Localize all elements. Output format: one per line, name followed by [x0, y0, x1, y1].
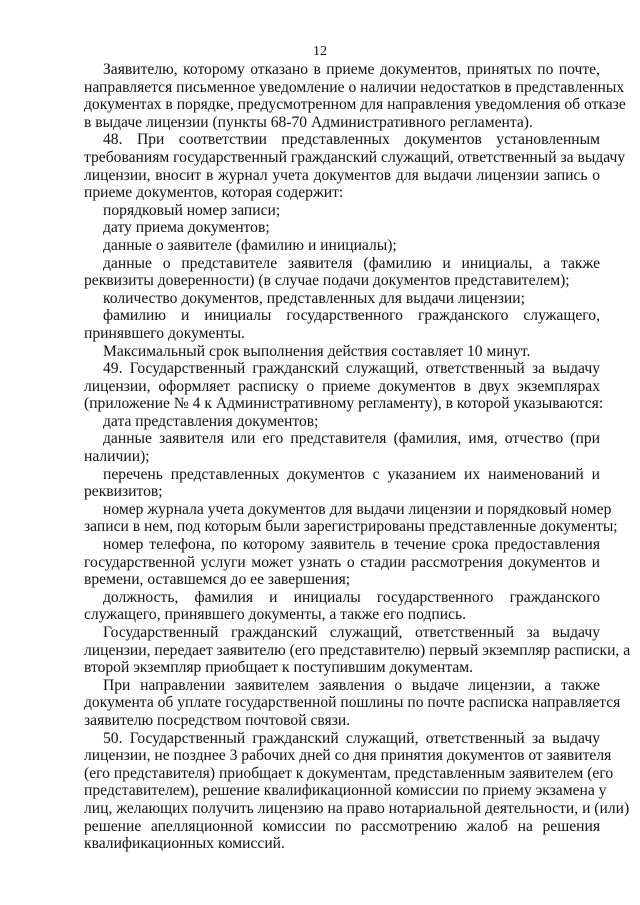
- text-line: направляется письменное уведомление о наличии недостатков в представленных: [84, 78, 625, 96]
- paragraph: [84, 360, 604, 413]
- paragraph: [84, 413, 600, 431]
- paragraph: [84, 307, 600, 342]
- text-line: приеме документов, которая содержит:: [84, 184, 344, 202]
- paragraph: [84, 589, 600, 624]
- text-line: принявшего документы.: [84, 324, 246, 342]
- text-line: количество документов, представленных для выдачи лицензии;: [103, 289, 525, 307]
- text-line: документах в порядке, предусмотренном для направления уведомления об отказе: [84, 96, 626, 114]
- paragraph: [84, 500, 618, 536]
- text-line: лиц, желающих получить лицензию на право нотариальной деятельности, и (или): [84, 799, 630, 817]
- text-line: 48. При соответствии представленных документов установленным: [103, 131, 600, 149]
- text-line: служащего, принявшего документы, а также его подпись.: [84, 606, 467, 624]
- paragraph: [84, 237, 600, 255]
- text-line: Государственный гражданский служащий, ответственный за выдачу: [103, 624, 600, 641]
- text-line: лицензии, не позднее 3 рабочих дней со дня принятия документов от заявителя: [84, 747, 612, 765]
- text-line: данные о представителе заявителя (фамилию и инициалы, а также: [103, 254, 600, 272]
- text-line: перечень представленных документов с указанием их наименований и: [103, 465, 600, 483]
- text-line: наличии);: [84, 448, 150, 466]
- text-line: заявителю посредством почтовой связи.: [84, 711, 351, 729]
- text-line: дата представления документов;: [103, 412, 319, 430]
- text-line: лицензии, оформляет расписку о приеме документов в двух экземплярах: [84, 377, 600, 395]
- text-line: фамилию и инициалы государственного гражданского служащего,: [103, 307, 600, 325]
- paragraph: [84, 430, 600, 465]
- text-line: 49. Государственный гражданский служащий, ответственный за выдачу: [103, 360, 600, 378]
- text-line: должность, фамилия и инициалы государственного гражданского: [103, 588, 600, 606]
- text-line: Максимальный срок выполнения действия составляет 10 минут.: [103, 342, 531, 360]
- text-line: квалификационных комиссий.: [84, 835, 285, 853]
- paragraph: [84, 536, 600, 589]
- paragraph: [84, 676, 621, 730]
- text-line: (приложение № 4 к Административному регламенту), в которой указываются:: [84, 395, 604, 413]
- text-line: документа об уплате государственной пошлины по почте расписка направляется: [84, 694, 621, 712]
- text-line: данные о заявителе (фамилию и инициалы);: [103, 236, 397, 254]
- text-line: Заявителю, которому отказано в приеме документов, принятых по почте,: [103, 61, 600, 78]
- text-line: (его представителя) приобщает к документам, представленным заявителем (его: [84, 764, 614, 782]
- paragraph: [84, 61, 626, 131]
- paragraph: [84, 624, 631, 677]
- text-line: реквизитов;: [84, 483, 163, 501]
- text-line: номер телефона, по которому заявитель в течение срока предоставления: [103, 536, 600, 554]
- paragraph: [84, 729, 630, 853]
- text-line: лицензии, вносит в журнал учета документов для выдачи лицензии запись о: [84, 166, 600, 184]
- page-number: 12: [313, 44, 327, 59]
- text-line: времени, оставшемся до ее завершения;: [84, 571, 351, 589]
- text-line: лицензии, передает заявителю (его представителю) первый экземпляр расписки, а: [84, 641, 631, 659]
- text-line: номер журнала учета документов для выдачи лицензии и порядковый номер: [103, 500, 612, 518]
- paragraph: [84, 466, 600, 501]
- text-line: второй экземпляр приобщает к поступившим документам.: [84, 659, 474, 677]
- text-line: 50. Государственный гражданский служащий, ответственный за выдачу: [103, 729, 600, 747]
- text-line: записи в нем, под которым были зарегистрированы представленные документы;: [84, 518, 618, 536]
- text-line: в выдаче лицензии (пункты 68-70 Административного регламента).: [84, 113, 533, 131]
- paragraph: [84, 219, 600, 237]
- paragraph: [84, 202, 600, 220]
- paragraph: [84, 255, 600, 290]
- text-line: данные заявителя или его представителя (фамилия, имя, отчество (при: [103, 430, 600, 448]
- text-line: государственной услуги может узнать о стадии рассмотрения документов и: [84, 553, 600, 571]
- paragraph: [84, 131, 626, 202]
- paragraph: [84, 343, 600, 361]
- paragraph: [84, 290, 600, 308]
- text-line: порядковый номер записи;: [103, 201, 281, 219]
- document-body: [84, 61, 631, 853]
- text-line: реквизиты доверенности) (в случае подачи документов представителем);: [84, 272, 570, 290]
- text-line: требованиям государственный гражданский служащий, ответственный за выдачу: [84, 148, 626, 166]
- text-line: представителем), решение квалификационной комиссии по приему экзамена у: [84, 782, 607, 800]
- text-line: дату приема документов;: [103, 219, 270, 237]
- text-line: При направлении заявителем заявления о выдаче лицензии, а также: [103, 676, 600, 694]
- text-line: решение апелляционной комиссии по рассмотрению жалоб на решения: [84, 817, 600, 835]
